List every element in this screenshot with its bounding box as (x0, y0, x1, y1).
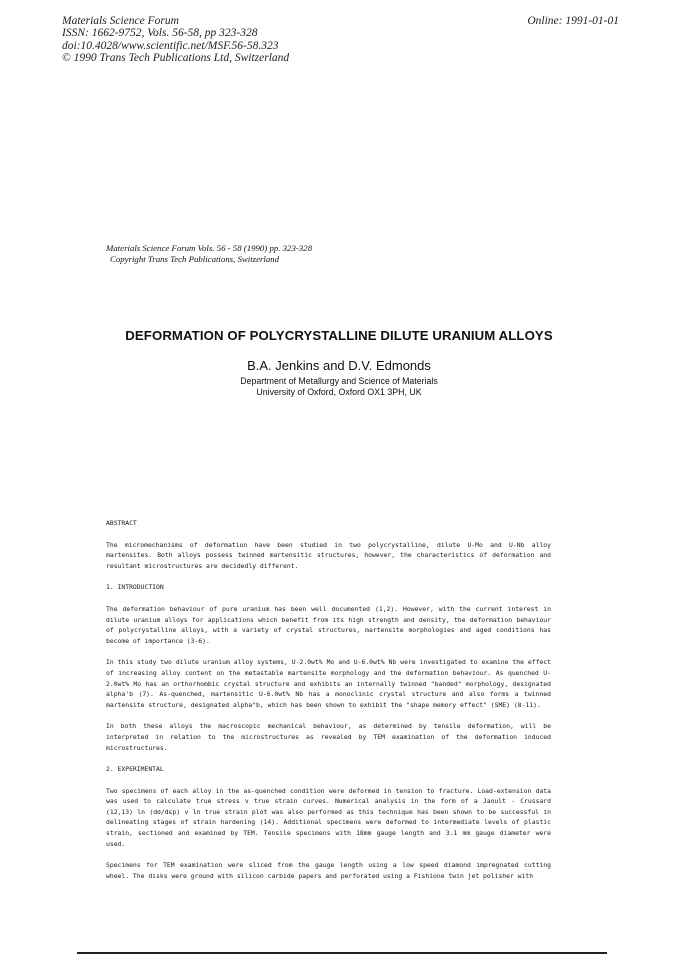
paper-authors: B.A. Jenkins and D.V. Edmonds (247, 358, 431, 373)
online-date: Online: 1991-01-01 (527, 15, 619, 27)
copyright-line: © 1990 Trans Tech Publications Ltd, Switzerland (62, 52, 290, 65)
introduction-paragraph-2: In this study two dilute uranium alloy systems, U-2.0wt% Mo and U-6.0wt% Nb were investigated to examine the effect of increasing alloy content on the metastable martensite morphology and the deformation behaviour. As quenched U-2.0wt% Mo has an orthorhombic crystal structure and exhibits an internally twinned "banded" morphology, designated alpha'b (7). As-quenched, martensitic U-6.0wt% Nb has a monoclinic crystal structure and also forms a twinned martensite structure, designated alpha"b, which has been shown to exhibit the "shape memory effect" (SME) (8-11). (106, 658, 551, 709)
experimental-paragraph-1: Two specimens of each alloy in the as-quenched condition were deformed in tension to fracture. Load-extension data was used to calculate true stress v true strain curves. Numerical analysis in the form of a Jaoult - Crussard (12,13) ln (dσ/dεp) v ln true strain plot was also performed as this technique has been shown to be successful in delineating stages of strain hardening (14). Additional specimens were deformed to intermediate levels of plastic strain, sectioned and examined by TEM. Tensile specimens with 18mm gauge length and 3.1 mm gauge diameter were used. (106, 786, 551, 848)
affiliation-university: University of Oxford, Oxford OX1 3PH, UK (256, 386, 422, 397)
introduction-heading: 1. INTRODUCTION (106, 583, 164, 592)
publication-header (62, 15, 289, 65)
introduction-paragraph-1: The deformation behaviour of pure uranium has been well documented (1,2). However, with the current interest in dilute uranium alloys for applications which benefit from its high strength and density, the deformation behaviour of polycrystalline alloys, with a variety of crystal structures, martensite morphologies and aged conditions has become of importance (3-6). (106, 604, 551, 645)
experimental-paragraph-2: Specimens for TEM examination were sliced from the gauge length using a low speed diamond impregnated cutting wheel. The disks were ground with silicon carbide papers and perforated using a Fishione twin jet polisher with (106, 861, 551, 880)
issn-line: ISSN: 1662-9752, Vols. 56-58, pp 323-328 (62, 27, 258, 40)
journal-name: Materials Science Forum (62, 15, 179, 27)
abstract-heading: ABSTRACT (106, 519, 137, 527)
author-affiliation (0, 376, 678, 397)
doi-line[interactable]: doi:10.4028/www.scientific.net/MSF.56-58.323 (62, 39, 279, 52)
introduction-paragraph-3: In both these alloys the macroscopic mechanical behaviour, as determined by tensile deformation, will be interpreted in relation to the microstructures as revealed by TEM examination of the deformation induced microstructures. (106, 722, 551, 752)
paper-title: DEFORMATION OF POLYCRYSTALLINE DILUTE URANIUM ALLOYS (125, 328, 553, 343)
journal-reference (106, 243, 312, 264)
affiliation-department: Department of Metallurgy and Science of Materials (240, 376, 438, 386)
experimental-heading: 2. EXPERIMENTAL (106, 765, 164, 774)
journal-ref-copyright: Copyright Trans Tech Publications, Switzerland (110, 253, 280, 264)
paper-body (106, 518, 551, 881)
abstract-text: The micromechanisms of deformation have been studied in two polycrystalline, dilute U-Mo and U-Nb alloy martensites. Both alloys possess twinned martensitic structures, however, the characteristics of deformation and resultant microstructures are decidedly different. (106, 540, 551, 570)
page-footer-rule (77, 952, 607, 954)
journal-ref-volume: Materials Science Forum Vols. 56 - 58 (1990) pp. 323-328 (106, 243, 312, 253)
